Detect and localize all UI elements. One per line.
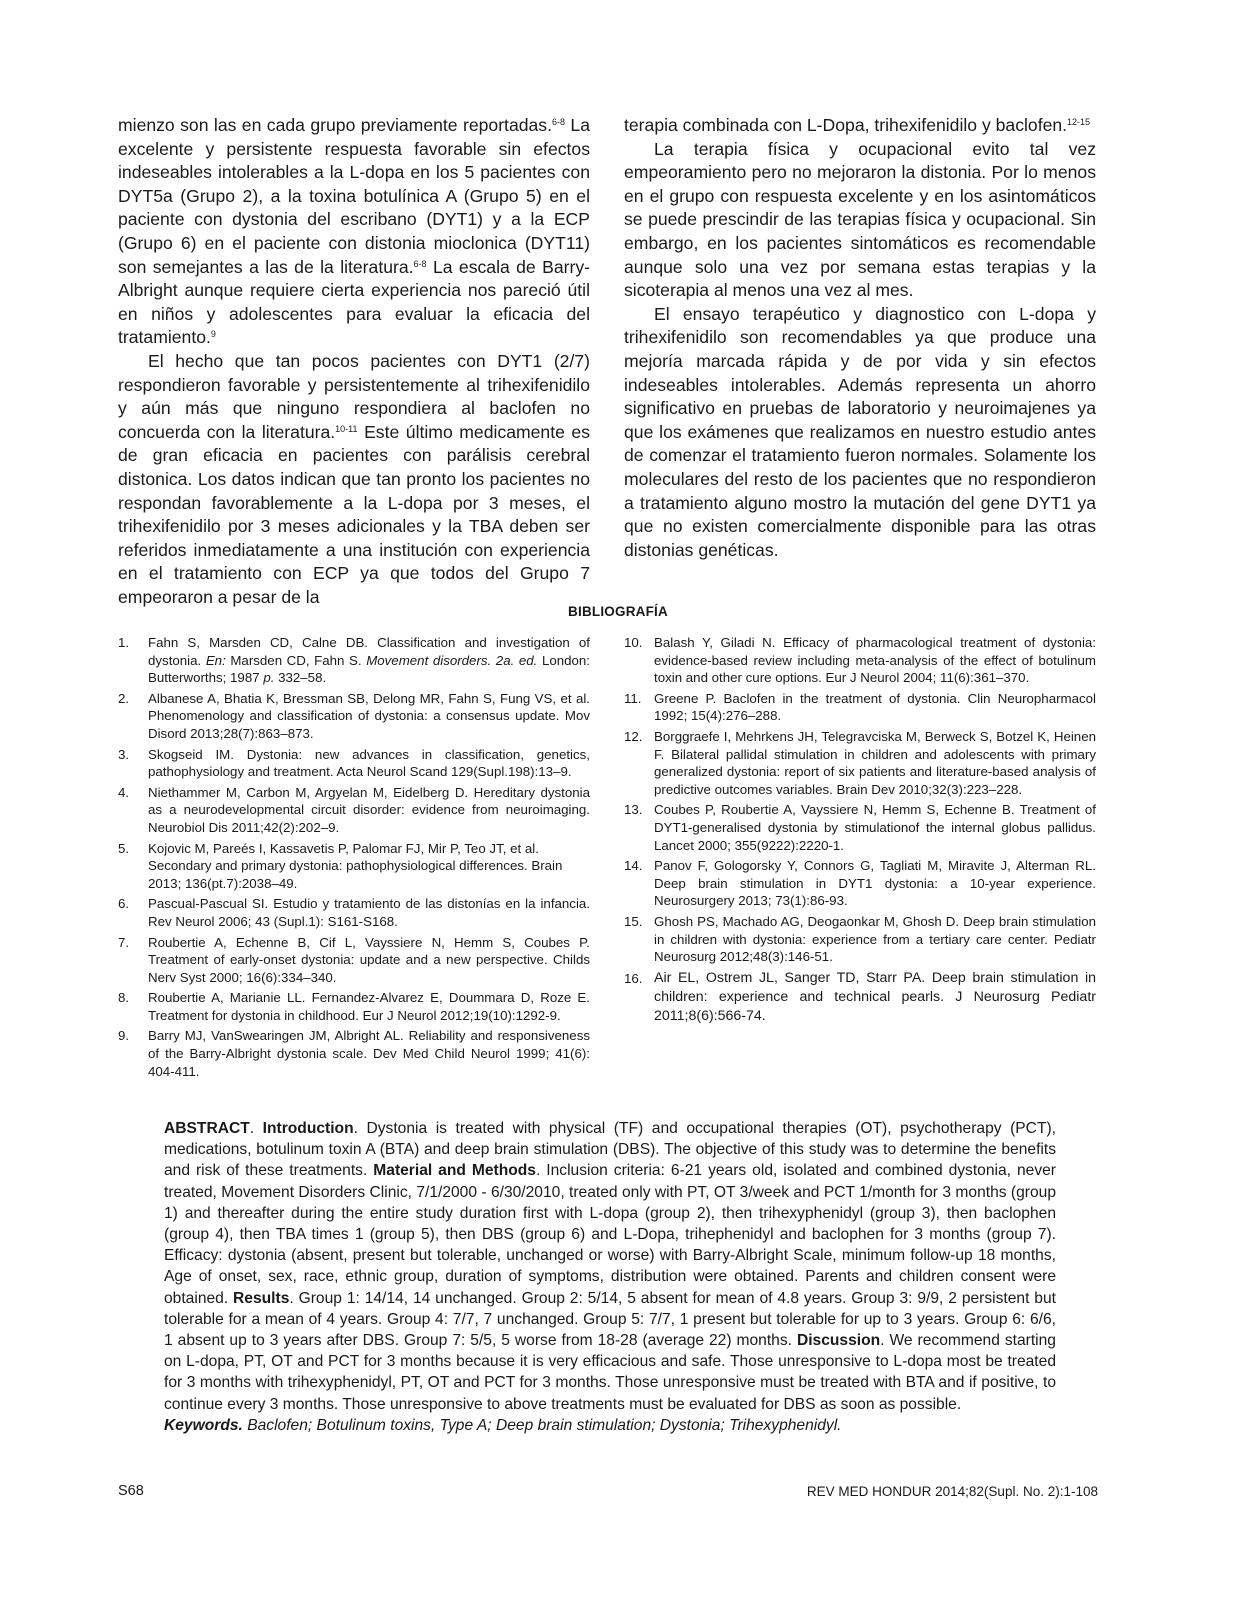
body-paragraph [624, 114, 1096, 138]
reference-number: 5. [118, 840, 130, 856]
reference-item [118, 934, 590, 987]
abstract-keywords [164, 1415, 1056, 1436]
reference-text: 332–58. [274, 670, 327, 686]
body-text: El hecho que tan pocos pacientes con DYT1 (2/7) respondieron favorable y persistentemente al trihexifenidilo y aún más que ninguno respondiera al baclofen no concuerda con la literatura. [118, 350, 590, 442]
reference-text: Roubertie A, Echenne B, Cif L, Vayssiere N, Hemm S, Coubes P. Treatment of early-onset dystonia: update and a new perspective. Childs Nerv Syst 2000; 16(6):334–340. [148, 934, 590, 985]
citation: 10-11 [335, 423, 358, 434]
body-paragraph: El ensayo terapéutico y diagnostico con L-dopa y trihexifenidilo son recomendables ya que produce una mejoría marcada rápida y de por vida y sin efectos indeseables intolerables. Además representa un ahorro significativo en pruebas de laboratorio y neuroimajenes ya que los exámenes que realizamos en nuestro estudio antes de comenzar el tratamiento fueron normales. Solamente los moleculares del resto de los pacientes que no respondieron a tratamiento alguno mostro la mutación del gene DYT1 ya que no existen comercialmente disponible para las otras distonias genéticas. [624, 303, 1096, 560]
reference-item [624, 690, 1096, 725]
abstract-text: . We recommend starting on L-dopa, PT, OT and PCT for 3 months because it is very efficacious and safe. Those unresponsive to L-dopa most be treated for 3 months with trihexyphenidyl, PT, OT and PCT for 3 months. Those unresponsive must be treated with BTA and if positive, to continue every 3 months. Those unresponsive to above treatments must be evaluated for DBS as soon as possible. [164, 1332, 1056, 1413]
body-paragraph [118, 350, 590, 610]
reference-text: Balash Y, Giladi N. Efficacy of pharmacological treatment of dystonia: evidence-based review including meta-analysis of the effect of botulinum toxin and other cure options. Eur J Neurol 2004; 11(6):361–370. [654, 635, 1096, 686]
body-text: La excelente y persistente respuesta favorable sin efectos indeseables intolerables a la L-dopa en los 5 pacientes con DYT5a (Grupo 2), a la toxina botulínica A (Grupo 5) en el paciente con dystonia del escribano (DYT1) y a la ECP (Grupo 6) en el paciente con distonia mioclonica (DYT11) son semejantes a las de la literatura. [118, 115, 590, 277]
reference-text-italic: Movement disorders. 2a. ed. [366, 652, 538, 668]
reference-text-italic: p. [263, 670, 275, 686]
reference-text: Barry MJ, VanSwearingen JM, Albright AL. Reliability and responsiveness of the Barry-Albright dystonia scale. Dev Med Child Neurol 1999; 41(6): 404-411. [148, 1028, 590, 1079]
reference-number: 4. [118, 784, 130, 800]
reference-text: Greene P. Baclofen in the treatment of dystonia. Clin Neuropharmacol 1992; 15(4):276–288. [654, 690, 1096, 724]
reference-number: 7. [118, 934, 130, 950]
citation: 6-8 [552, 117, 566, 127]
abstract-discussion-label: Discussion [796, 1332, 881, 1350]
reference-item [118, 784, 590, 837]
reference-number: 14. [624, 858, 643, 874]
reference-item [118, 989, 590, 1024]
reference-text: Fahn S, Marsden CD, Calne DB. Classification and investigation of dystonia. [148, 635, 590, 668]
abstract-text: . Inclusion criteria: 6-21 years old, isolated and combined dystonia, never treated, Movement Disorders Clinic, 7/1/2000 - 6/30/2010, treated only with PT, OT 3/week and PCT 1/month for 3 months (group 1) and thereafter during the entire study duration first with L-dopa (group 2), then trihexyphenidyl (group 3), then baclophen (group 4), then TBA times 1 (group 5), then DBS (group 6) and L-Dopa, trihephenidyl and baclophen for 3 months (group 7). Efficacy: dystonia (absent, present but tolerable, unchanged or worse) with Barry-Albright Scale, minimum follow-up 18 months, Age of onset, sex, race, ethnic group, duration of symptoms, distribution were obtained. Parents and children consent were obtained. [164, 1162, 1056, 1307]
reference-text-italic: En: [205, 652, 226, 668]
abstract-results-label: Results [233, 1289, 290, 1307]
body-paragraph [118, 114, 590, 350]
reference-item [624, 801, 1096, 854]
reference-text: Borggraefe I, Mehrkens JH, Telegravciska M, Berweck S, Botzel K, Heinen F. Bilateral pallidal stimulation in children and adolescents with primary generalized dystonia: report of six patients and literature-based analysis of predictive outcomes variables. Brain Dev 2010;32(3):223–228. [654, 728, 1096, 797]
reference-list-left [118, 634, 590, 1083]
body-text: terapia combinada con L-Dopa, trihexifenidilo y baclofen. [624, 115, 1068, 135]
abstract-intro-label: Introduction [262, 1120, 354, 1137]
reference-item [118, 634, 590, 687]
journal-citation: REV MED HONDUR 2014;82(Supl. No. 2):1-108 [806, 1484, 1098, 1499]
reference-item [624, 728, 1096, 798]
body-column-left [118, 114, 590, 609]
citation: 6-8 [413, 258, 427, 269]
reference-text: Roubertie A, Marianie LL. Fernandez-Alvarez E, Doummara D, Roze E. Treatment for dystonia in childhood. Eur J Neurol 2012;19(10):1292-9. [148, 990, 590, 1023]
reference-text: Ghosh PS, Machado AG, Deogaonkar M, Ghosh D. Deep brain stimulation in children with dystonia: experience from a tertiary care center. Pediatr Neurosurg 2012;48(3):146-51. [654, 913, 1096, 965]
reference-number: 15. [624, 913, 643, 929]
body-paragraph: La terapia física y ocupacional evito tal vez empeoramiento pero no mejoraron la distonia. Por lo menos en el grupo con respuesta excelente y en los asintomáticos se puede prescindir de las terapias física y ocupacional. Sin embargo, en los pacientes sintomáticos es recomendable aunque solo una vez por semana estas terapias y la sicoterapia al menos una vez al mes. [624, 138, 1096, 301]
keywords-label: Keywords. [164, 1416, 243, 1434]
abstract-label: ABSTRACT [164, 1120, 250, 1137]
citation: 9 [210, 329, 216, 340]
abstract-methods-label: Material and Methods [373, 1162, 536, 1180]
reference-number: 2. [118, 690, 130, 706]
reference-item [118, 690, 590, 743]
reference-number: 8. [118, 990, 130, 1006]
reference-list-right [624, 634, 1096, 1029]
reference-item [624, 913, 1096, 966]
reference-item [118, 746, 590, 781]
reference-text: Albanese A, Bhatia K, Bressman SB, Delong MR, Fahn S, Fung VS, et al. Phenomenology and classification of dystonia: a consensus update. Mov Disord 2013;28(7):863–873. [148, 690, 590, 741]
reference-number: 9. [118, 1028, 130, 1044]
body-text: mienzo son las en cada grupo previamente reportadas. [118, 115, 552, 135]
reference-item [118, 840, 590, 893]
reference-text: Pascual-Pascual SI. Estudio y tratamiento de las distonías en la infancia. Rev Neurol 2006; 43 (Supl.1): S161-S168. [148, 896, 590, 929]
reference-text: Panov F, Gologorsky Y, Connors G, Tagliati M, Miravite J, Alterman RL. Deep brain stimulation in DYT1 dystonia: a 10-year experience. Neurosurgery 2013; 73(1):86-93. [654, 858, 1096, 909]
reference-number: 13. [624, 802, 643, 818]
reference-number: 1. [118, 635, 130, 650]
reference-text: London: Butterworths; 1987 [148, 652, 591, 686]
abstract-body: ABSTRACT. Introduction. Dystonia is treated with physical (TF) and occupational therapies (OT), psychotherapy (PCT), medications, botulinum toxin A (BTA) and deep brain stimulation (DBS). The objective of this study was to determine the benefits and risk of these treatments. Material and Methods. Inclusion criteria: 6-21 years old, isolated and combined dystonia, never treated, Movement Disorders Clinic, 7/1/2000 - 6/30/2010, treated only with PT, OT 3/week and PCT 1/month for 3 months (group 1) and thereafter during the entire study duration first with L-dopa (group 2), then trihexyphenidyl (group 3), then baclophen (group 4), then TBA times 1 (group 5), then DBS (group 6) and L-Dopa, trihephenidyl and baclophen for 3 months (group 7). Efficacy: dystonia (absent, present but tolerable, unchanged or worse) with Barry-Albright Scale, minimum follow-up 18 months, Age of onset, sex, race, ethnic group, duration of symptoms, distribution were obtained. Parents and children consent were obtained. Results. Group 1: 14/14, 14 unchanged. Group 2: 5/14, 5 absent for mean of 4.8 years. Group 3: 9/9, 2 persistent but tolerable for a mean of 4 years. Group 4: 7/7, 7 unchanged. Group 5: 7/7, 1 present but tolerable for up to 3 years. Group 6: 6/6, 1 absent up to 3 years after DBS. Group 7: 5/5, 5 worse from 18-28 (average 22) months. Discussion. We recommend starting on L-dopa, PT, OT and PCT for 3 months because it is very efficacious and safe. Those unresponsive to L-dopa most be treated for 3 months with trihexyphenidyl, PT, OT and PCT for 3 months. Those unresponsive must be treated with BTA and if positive, to continue every 3 months. Those unresponsive to above treatments must be evaluated for DBS as soon as possible. [164, 1120, 1056, 1413]
reference-number: 16. [624, 970, 643, 986]
reference-text: Kojovic M, Pareés I, Kassavetis P, Palomar FJ, Mir P, Teo JT, et al. Secondary and primary dystonia: pathophysiological differences. Brain 2013; 136(pt.7):2038–49. [148, 840, 563, 891]
abstract-text: . Group 1: 14/14, 14 unchanged. Group 2: 5/14, 5 absent for mean of 4.8 years. Group 3: 9/9, 2 persistent but tolerable for a mean of 4 years. Group 4: 7/7, 7 unchanged. Group 5: 7/7, 1 present but tolerable for up to 3 years. Group 6: 6/6, 1 absent up to 3 years after DBS. Group 7: 5/5, 5 worse from 18-28 (average 22) months. [164, 1289, 1056, 1350]
reference-item [624, 634, 1096, 687]
abstract [164, 1118, 1056, 1436]
reference-text: Coubes P, Roubertie A, Vayssiere N, Hemm S, Echenne B. Treatment of DYT1-generalised dystonia by stimulationof the internal globus pallidus. Lancet 2000; 355(9222):2220-1. [654, 802, 1096, 853]
reference-text: Air EL, Ostrem JL, Sanger TD, Starr PA. Deep brain stimulation in children: experience and technical pearls. J Neurosurg Pediatr 2011;8(6):566-74. [654, 969, 1096, 1024]
bibliography-heading: BIBLIOGRAFÍA [568, 604, 668, 619]
reference-number: 10. [624, 635, 643, 650]
reference-text: Skogseid IM. Dystonia: new advances in classification, genetics, pathophysiology and treatment. Acta Neurol Scand 129(Supl.198):13–9. [148, 746, 590, 780]
reference-item [624, 857, 1096, 910]
reference-item [624, 969, 1096, 1026]
page-number: S68 [118, 1483, 144, 1499]
reference-number: 3. [118, 746, 130, 762]
body-text: La escala de Barry-Albright aunque requiere cierta experiencia nos pareció útil en niños y adolescentes para evaluar la eficacia del tratamiento. [118, 256, 590, 348]
citation: 12-15 [1067, 117, 1091, 127]
reference-item [118, 1027, 590, 1080]
abstract-text: . Dystonia is treated with physical (TF) and occupational therapies (OT), psychotherapy (PCT), medications, botulinum toxin A (BTA) and deep brain stimulation (DBS). The objective of this study was to determine the benefits and risk of these treatments. [164, 1120, 1056, 1180]
body-column-right [624, 114, 1096, 562]
reference-item [118, 895, 590, 930]
body-text: Este último medicamente es de gran eficacia en pacientes con parálisis cerebral distonica. Los datos indican que tan pronto los pacientes no respondan favorablemente a la L-dopa por 3 meses, el trihexifenidilo por 3 meses adicionales y la TBA deben ser referidos inmediatamente a una institución con experiencia en el tratamiento con ECP ya que todos del Grupo 7 empeoraron a pesar de la [118, 421, 590, 607]
reference-number: 11. [624, 690, 642, 706]
keywords-text: Baclofen; Botulinum toxins, Type A; Deep brain stimulation; Dystonia; Trihexyphenidyl. [242, 1416, 842, 1434]
reference-text: Marsden CD, Fahn S. [225, 652, 367, 668]
reference-text: Niethammer M, Carbon M, Argyelan M, Eidelberg D. Hereditary dystonia as a neurodevelopmental circuit disorder: evidence from neuroimaging. Neurobiol Dis 2011;42(2):202–9. [148, 784, 590, 835]
reference-number: 12. [624, 728, 643, 744]
reference-number: 6. [118, 896, 130, 912]
